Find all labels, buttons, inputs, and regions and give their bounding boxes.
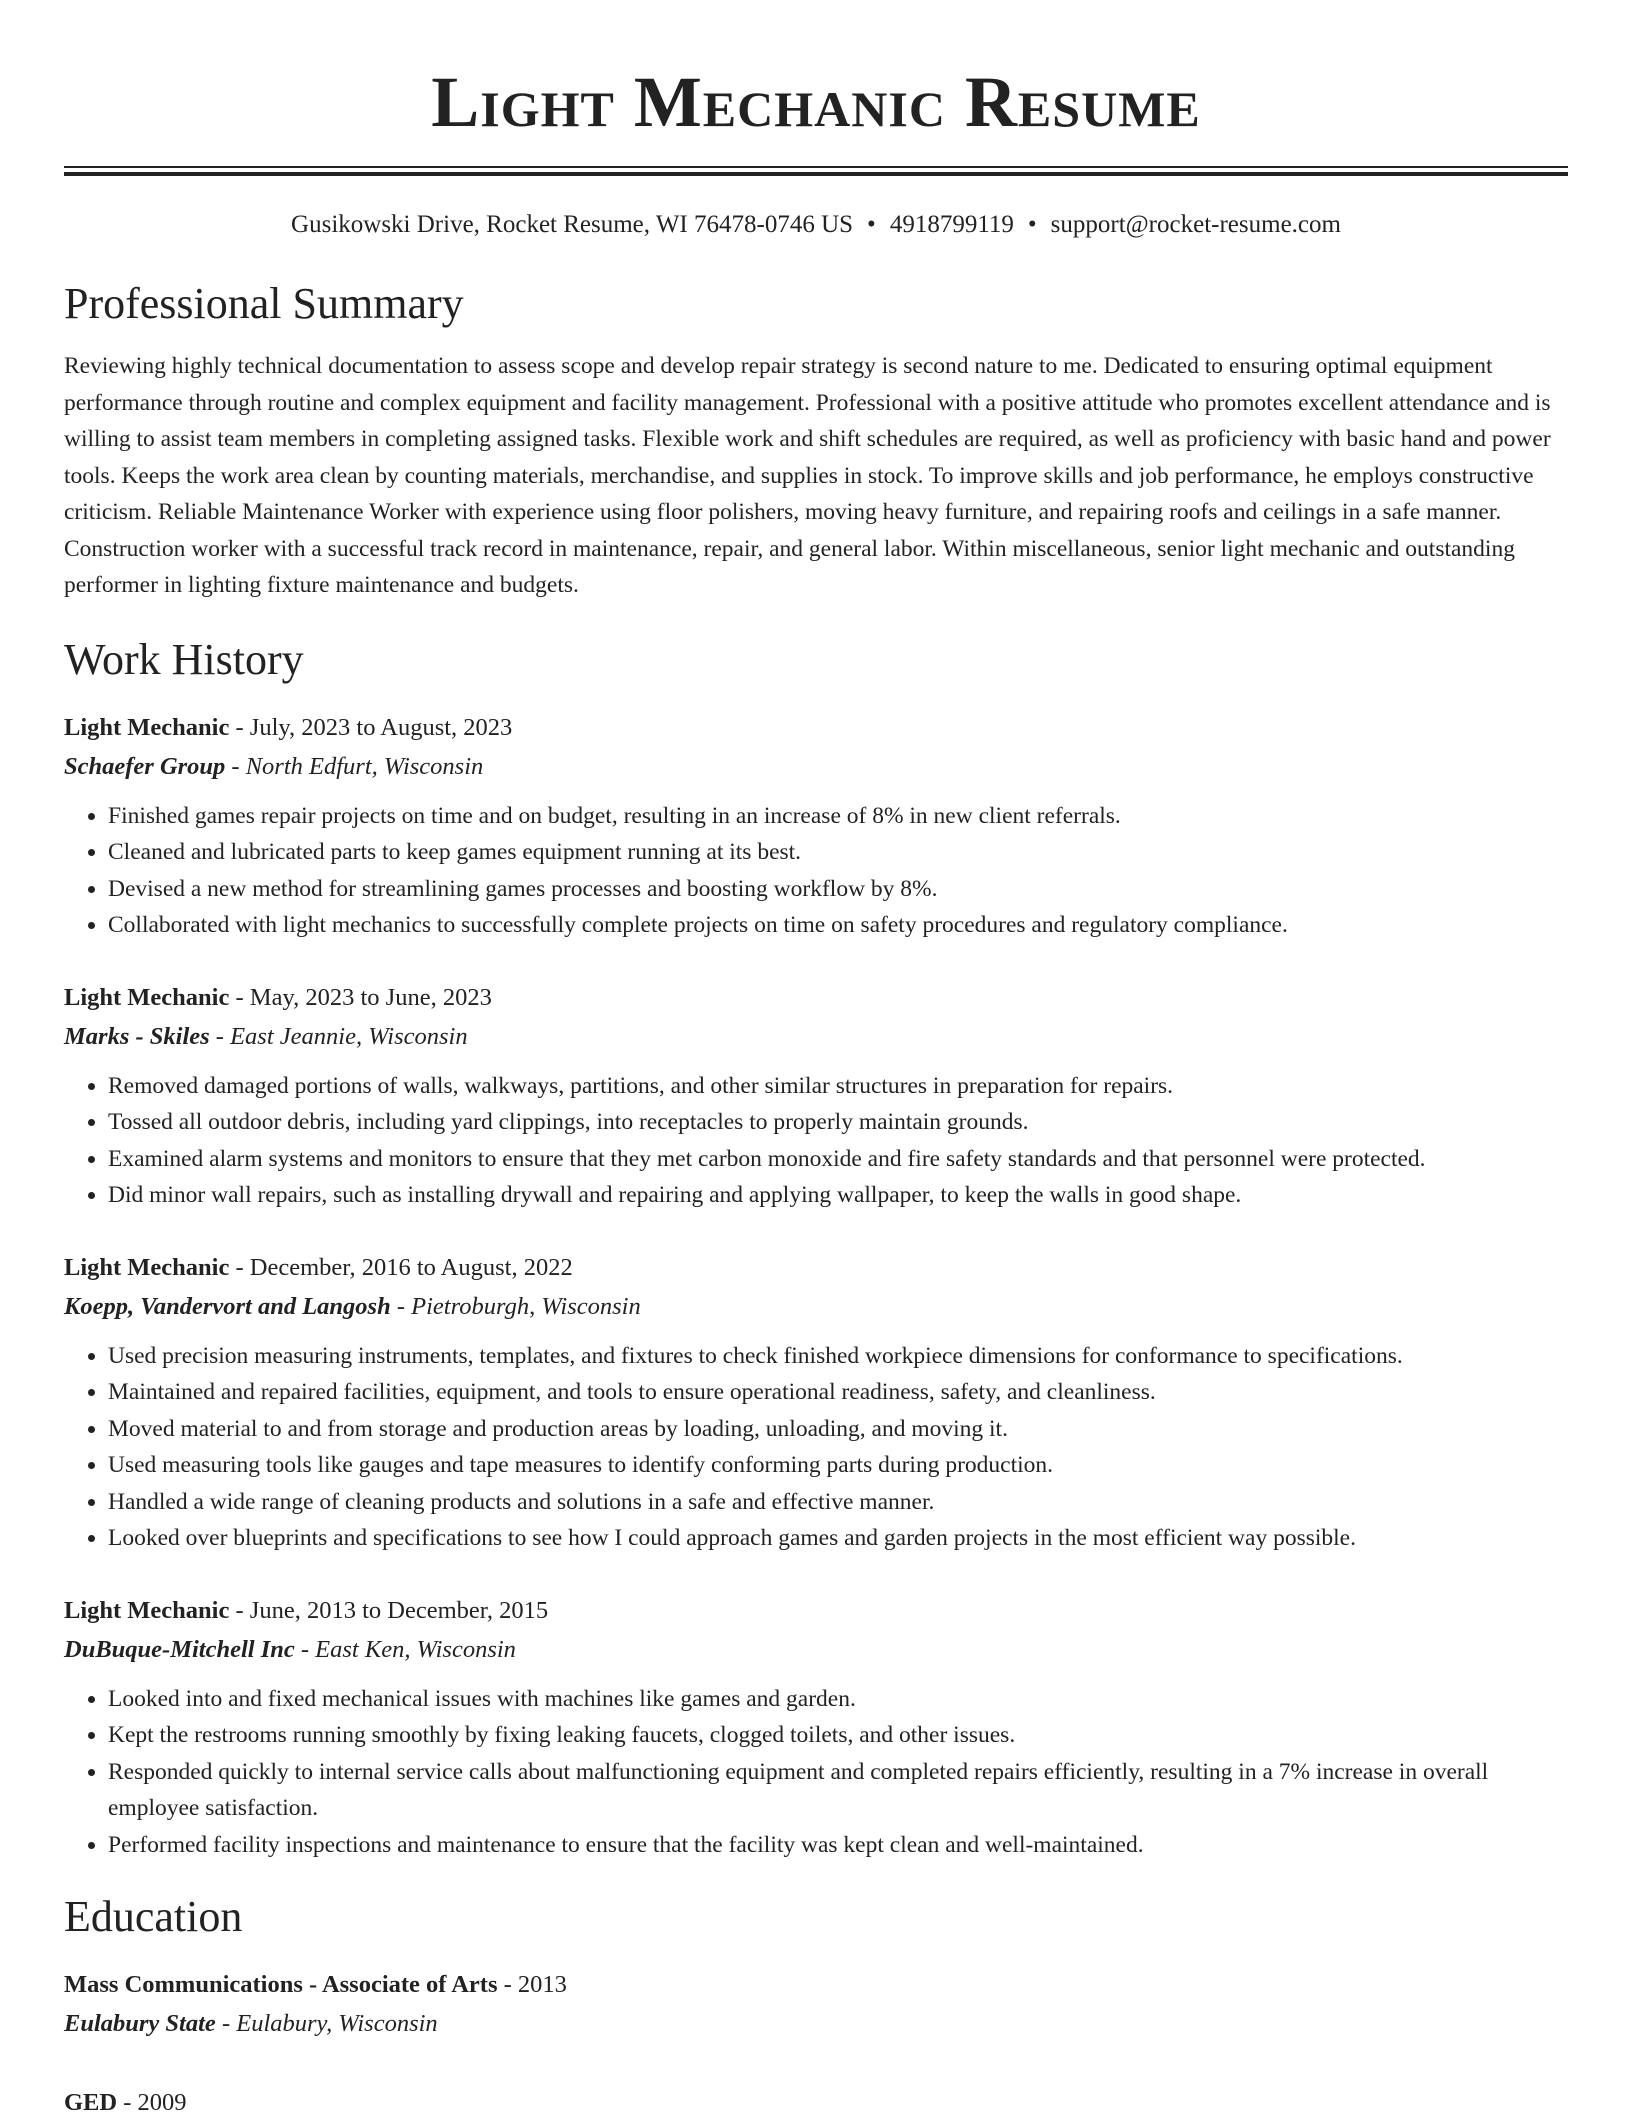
job-location: North Edfurt, Wisconsin	[245, 752, 484, 780]
job-bullet-list	[64, 1681, 1568, 1864]
education-year: 2009	[137, 2089, 187, 2116]
job-bullet: • Moved material to and from storage and production areas by loading, unloading, and moving it.	[108, 1411, 1568, 1448]
contact-separator: •	[1027, 211, 1037, 238]
job-bullet: • Looked into and fixed mechanical issues with machines like games and garden.	[108, 1681, 1568, 1718]
dash: -	[209, 1022, 231, 1050]
job-bullet: • Devised a new method for streamlining games processes and boosting workflow by 8%.	[108, 871, 1568, 908]
education-degree: GED	[64, 2089, 118, 2116]
job-company: Schaefer Group	[64, 752, 226, 780]
job-dates: December, 2016 to August, 2022	[249, 1253, 573, 1281]
job-company-line	[64, 1630, 1568, 1669]
job-location: East Ken, Wisconsin	[315, 1635, 516, 1663]
job-bullet: • Responded quickly to internal service calls about malfunctioning equipment and completed repairs efficiently, resulting in a 7% increase in overall employee satisfaction.	[108, 1754, 1568, 1827]
job-bullet: • Tossed all outdoor debris, including yard clippings, into receptacles to properly maintain grounds.	[108, 1104, 1568, 1141]
education-degree-line	[64, 1965, 1568, 2004]
job-location: East Jeannie, Wisconsin	[230, 1022, 468, 1050]
job-bullet: • Finished games repair projects on time and on budget, resulting in an increase of 8% in new client referrals.	[108, 798, 1568, 835]
summary-heading: Professional Summary	[64, 279, 464, 328]
education-year: 2013	[517, 1971, 567, 1998]
job-bullet: • Cleaned and lubricated parts to keep games equipment running at its best.	[108, 834, 1568, 871]
job-entry	[64, 1248, 1568, 1557]
dash: -	[497, 1971, 518, 1998]
job-company: Koepp, Vandervort and Langosh	[64, 1292, 391, 1320]
education-heading: Education	[64, 1892, 243, 1941]
job-title: Light Mechanic	[64, 713, 230, 741]
job-entry	[64, 708, 1568, 944]
education-degree-line	[64, 2083, 1568, 2122]
contact-separator: •	[867, 211, 876, 238]
job-company: Marks - Skiles	[64, 1022, 210, 1050]
job-title-line	[64, 1591, 1568, 1630]
title-double-rule	[64, 166, 1568, 176]
job-bullet: • Handled a wide range of cleaning products and solutions in a safe and effective manner.	[108, 1484, 1568, 1521]
education-school: Eulabury State	[64, 2010, 216, 2037]
job-company: DuBuque-Mitchell Inc	[64, 1635, 295, 1663]
dash: -	[229, 1253, 250, 1281]
job-title: Light Mechanic	[64, 1596, 230, 1624]
job-title: Light Mechanic	[64, 1253, 230, 1281]
job-title-line	[64, 708, 1568, 747]
job-bullet: • Did minor wall repairs, such as installing drywall and repairing and applying wallpaper, to keep the walls in good shape.	[108, 1177, 1568, 1214]
job-company-line	[64, 1017, 1568, 1056]
job-location: Pietroburgh, Wisconsin	[411, 1292, 641, 1320]
education-location: Eulabury, Wisconsin	[236, 2010, 438, 2037]
job-bullet-list	[64, 1068, 1568, 1214]
job-entry	[64, 978, 1568, 1214]
dash: -	[225, 752, 246, 780]
work-history-heading: Work History	[64, 634, 304, 684]
dash: -	[390, 1292, 412, 1320]
contact-line	[64, 210, 1568, 240]
job-company-line	[64, 1287, 1568, 1326]
dash: -	[215, 2010, 237, 2037]
contact-email: support@rocket-resume.com	[1050, 211, 1341, 238]
job-bullet: • Used measuring tools like gauges and tape measures to identify conforming parts during production.	[108, 1447, 1568, 1484]
job-dates: July, 2023 to August, 2023	[249, 713, 513, 741]
job-dates: May, 2023 to June, 2023	[249, 983, 492, 1011]
education-degree: Mass Communications - Associate of Arts	[64, 1971, 498, 1998]
job-bullet: • Maintained and repaired facilities, equipment, and tools to ensure operational readiness, safety, and cleanliness.	[108, 1374, 1568, 1411]
job-company-line	[64, 747, 1568, 786]
dash: -	[117, 2089, 138, 2116]
education-school-line	[64, 2004, 1568, 2043]
dash: -	[229, 713, 250, 741]
contact-address: Gusikowski Drive, Rocket Resume, WI 76478-0746 US	[291, 211, 854, 238]
job-bullet: • Used precision measuring instruments, templates, and fixtures to check finished workpiece dimensions for conformance to specifications.	[108, 1338, 1568, 1375]
education-entry	[64, 2083, 1568, 2122]
resume-title: Light Mechanic Resume	[431, 62, 1201, 142]
dash: -	[229, 983, 250, 1011]
job-bullet: • Collaborated with light mechanics to successfully complete projects on time on safety procedures and regulatory compliance.	[108, 907, 1568, 944]
dash: -	[229, 1596, 250, 1624]
job-title: Light Mechanic	[64, 983, 230, 1011]
job-bullet: • Kept the restrooms running smoothly by fixing leaking faucets, clogged toilets, and other issues.	[108, 1717, 1568, 1754]
contact-phone: 4918799119	[889, 211, 1014, 238]
job-title-line	[64, 1248, 1568, 1287]
job-entry	[64, 1591, 1568, 1864]
job-bullet: • Performed facility inspections and maintenance to ensure that the facility was kept clean and well-maintained.	[108, 1827, 1568, 1864]
job-title-line	[64, 978, 1568, 1017]
dash: -	[294, 1635, 316, 1663]
education-entry	[64, 1965, 1568, 2043]
job-bullet: • Examined alarm systems and monitors to ensure that they met carbon monoxide and fire safety standards and that personnel were protected.	[108, 1141, 1568, 1178]
job-bullet-list	[64, 798, 1568, 944]
summary-text: Reviewing highly technical documentation to assess scope and develop repair strategy is second nature to me. Dedicated to ensuring optimal equipment performance through routine and complex equipment and facility management. Professional with a positive attitude who promotes excellent attendance and is willing to assist team members in completing assigned tasks. Flexible work and shift schedules are required, as well as proficiency with basic hand and power tools. Keeps the work area clean by counting materials, merchandise, and supplies in stock. To improve skills and job performance, he employs constructive criticism. Reliable Maintenance Worker with experience using floor polishers, moving heavy furniture, and repairing roofs and ceilings in a safe manner. Construction worker with a successful track record in maintenance, repair, and general labor. Within miscellaneous, senior light mechanic and outstanding performer in lighting fixture maintenance and budgets.	[64, 353, 1551, 598]
job-bullet: • Removed damaged portions of walls, walkways, partitions, and other similar structures in preparation for repairs.	[108, 1068, 1568, 1105]
job-bullet-list	[64, 1338, 1568, 1557]
job-dates: June, 2013 to December, 2015	[249, 1596, 549, 1624]
job-bullet: • Looked over blueprints and specifications to see how I could approach games and garden projects in the most efficient way possible.	[108, 1520, 1568, 1557]
